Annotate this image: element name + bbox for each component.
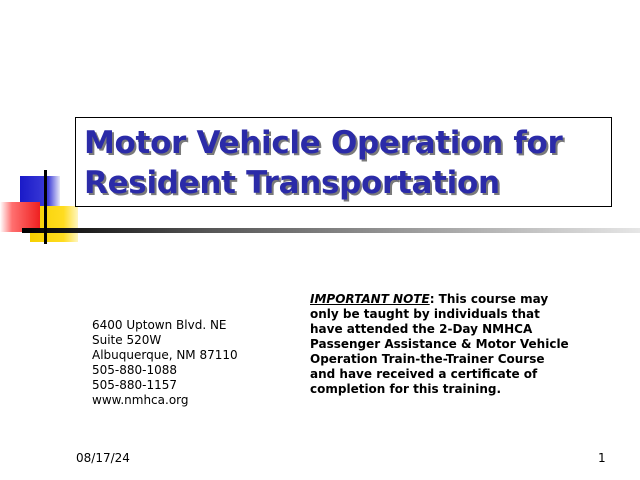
website: www.nmhca.org [92, 393, 189, 407]
contact-address [92, 318, 238, 408]
slide-title [84, 123, 563, 203]
phone-number: 505-880-1088 [92, 363, 178, 377]
slide-title-line-2: Resident Transportation [84, 165, 500, 201]
page-number: 1 [598, 451, 606, 465]
important-note [310, 292, 570, 397]
title-box [75, 117, 612, 207]
fax-number: 505-880-1157 [92, 378, 178, 392]
decorative-horizontal-rule [22, 228, 640, 233]
important-note-label: IMPORTANT NOTE [310, 292, 430, 306]
slide-title-line-1: Motor Vehicle Operation for [84, 125, 563, 161]
footer-date: 08/17/24 [76, 451, 130, 465]
decorative-vertical-rule [44, 170, 47, 244]
important-note-text: : This course may only be taught by individuals that have attended the 2-Day NMHCA Passenger Assistance & Motor Vehicle Operation Train-the-Trainer Course and have received a certificate of completion for this training. [310, 292, 569, 396]
address-city: Albuquerque, NM 87110 [92, 348, 238, 362]
address-suite: Suite 520W [92, 333, 162, 347]
address-street: 6400 Uptown Blvd. NE [92, 318, 227, 332]
